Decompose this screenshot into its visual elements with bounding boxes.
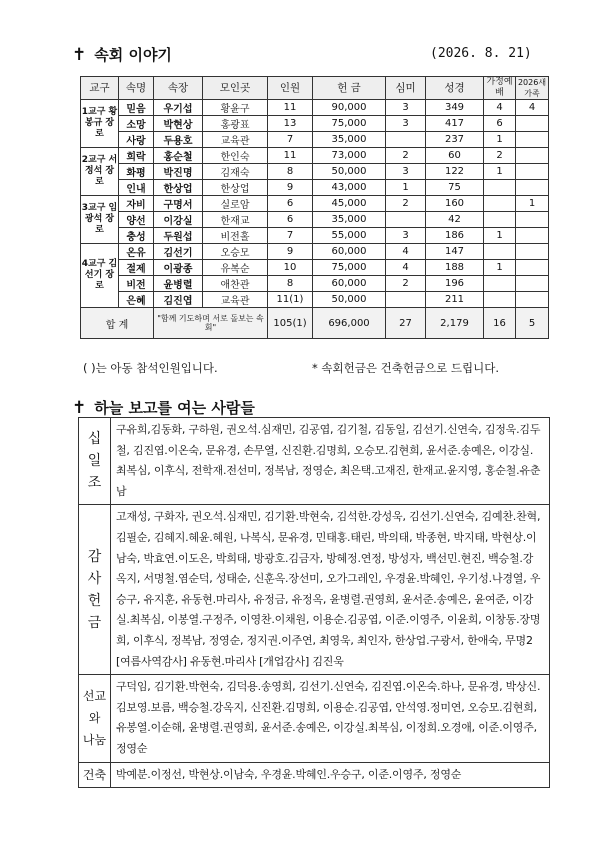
table-cell: 김진엽 <box>154 292 203 308</box>
givers-row <box>79 505 550 675</box>
report-date: (2026. 8. 21) <box>430 46 532 61</box>
table-cell: 온유 <box>119 244 154 260</box>
table-cell: 7 <box>268 228 313 244</box>
district-cell: 3교구 임광석 장로 <box>81 196 119 244</box>
category-thanks: 감 사 헌 금 <box>79 505 111 675</box>
header-district: 교구 <box>81 77 119 100</box>
table-cell: 237 <box>426 132 484 148</box>
table-cell: 75,000 <box>313 116 386 132</box>
table-row <box>81 292 549 308</box>
cross-icon: ✝ <box>72 45 87 65</box>
table-row <box>81 228 549 244</box>
total-worship: 16 <box>484 308 516 339</box>
table-cell: 417 <box>426 116 484 132</box>
table-row <box>81 212 549 228</box>
table-cell: 6 <box>268 212 313 228</box>
total-newcomers: 5 <box>516 308 549 339</box>
names-thanks: 고재성, 구화자, 권오석.심재민, 김기환.박현숙, 김석한.강성욱, 김선기.신연숙, 김예찬.찬혁, 김필순, 김혜지.혜윤.혜원, 나복식, 문유경, 민태홍.태린, 박의태, 박종현, 박지태, 박현상.이남숙, 박효연.이도은, 박희태, 방광호.김금자, 방혜정.연정, 방성자, 백선민.현진, 백승철.강옥지, 서명철.염순덕, 성태순, 신훈옥.장선미, 오가그레인, 우경윤.박혜인, 우기성.나경열, 우승구, 유지훈, 유동현.마리사, 유정금, 유정옥, 윤병렬.권영희, 윤서준.송예은, 윤여준, 이강실.최복심, 이봉열.구정주, 이영찬.이채원, 이용순.김공엽, 이준.이영주, 이윤희, 이창동.장명희, 이후식, 정복남, 정영순, 정지권.이주연, 최영욱, 최인자, 한상업.구광서, 한애숙, 무명2 [여름사역감사] 유동현.마리사 [개업감사] 김진욱 <box>111 505 550 675</box>
table-row <box>81 276 549 292</box>
givers-row <box>79 418 550 505</box>
note-children: ( )는 아동 참석인원입니다. <box>83 361 218 375</box>
table-cell: 애찬관 <box>203 276 268 292</box>
table-cell: 7 <box>268 132 313 148</box>
table-cell: 160 <box>426 196 484 212</box>
table-cell: 90,000 <box>313 100 386 116</box>
header-family-worship: 가정예배 <box>484 77 516 100</box>
district-cell: 1교구 황봉규 장로 <box>81 100 119 148</box>
names-mission: 구덕임, 김기환.박현숙, 김덕용.송영희, 김선기.신연숙, 김진엽.이온숙.하나, 문유경, 박상신.김보영.보름, 백승철.강옥지, 신진환.김명희, 이용순.김공엽, 안석영.정미연, 오승모.김현희, 유봉열.이순해, 윤병렬.권영희, 윤서준.송예은, 이강실.최복심, 이정희.오경애, 이준.이영주, 정영순 <box>111 675 550 762</box>
table-cell: 11 <box>268 148 313 164</box>
table-cell: 한상업 <box>203 180 268 196</box>
total-label: 합 계 <box>81 308 154 339</box>
meetings-table <box>80 76 549 339</box>
table-cell <box>484 212 516 228</box>
table-cell <box>516 148 549 164</box>
total-visits: 27 <box>386 308 426 339</box>
table-cell <box>516 292 549 308</box>
section-title-text: 하늘 보고를 여는 사람들 <box>94 399 255 417</box>
names-tithe: 구유희,김동화, 구하원, 권오석.심재민, 김공엽, 김기철, 김동일, 김선기.신연숙, 김정욱.김두철, 김진엽.이온숙, 문유경, 손무열, 신진환.김명희, 오승모.김현희, 윤서준.송예은, 이강실.최복심, 이후식, 전학재.전선미, 정복남, 정영순, 최은택.고재진, 한재교.윤지영, 홍순철.유춘남 <box>111 418 550 505</box>
givers-row <box>79 675 550 762</box>
table-cell: 윤병렬 <box>154 276 203 292</box>
table-cell: 사랑 <box>119 132 154 148</box>
section-title-text: 속회 이야기 <box>94 46 172 64</box>
category-mission: 선교 와 나눔 <box>79 675 111 762</box>
table-cell: 박현상 <box>154 116 203 132</box>
header-place: 모인곳 <box>203 77 268 100</box>
cross-icon: ✝ <box>72 398 87 418</box>
table-cell: 1 <box>386 180 426 196</box>
table-cell: 비전 <box>119 276 154 292</box>
table-cell: 인내 <box>119 180 154 196</box>
header-visits: 심미 <box>386 77 426 100</box>
section-title-meetings <box>72 44 172 65</box>
district-cell: 4교구 김선기 장로 <box>81 244 119 308</box>
table-cell: 실로암 <box>203 196 268 212</box>
table-cell <box>516 164 549 180</box>
table-cell: 한재교 <box>203 212 268 228</box>
table-cell <box>484 244 516 260</box>
table-row <box>81 116 549 132</box>
header-class-name: 속명 <box>119 77 154 100</box>
table-cell: 2 <box>386 276 426 292</box>
header-leader: 속장 <box>154 77 203 100</box>
table-cell: 비전홀 <box>203 228 268 244</box>
table-cell: 1 <box>484 132 516 148</box>
table-header-row <box>81 77 549 100</box>
table-cell <box>386 292 426 308</box>
table-cell: 1 <box>484 228 516 244</box>
table-row <box>81 260 549 276</box>
table-cell: 75 <box>426 180 484 196</box>
table-row <box>81 132 549 148</box>
table-cell: 60,000 <box>313 244 386 260</box>
table-cell: 11 <box>268 100 313 116</box>
givers-row <box>79 762 550 788</box>
names-building: 박예분.이정선, 박현상.이남숙, 우경윤.박혜인.우승구, 이준.이영주, 정영순 <box>111 762 550 788</box>
table-row <box>81 180 549 196</box>
table-cell: 6 <box>484 116 516 132</box>
table-cell: 이광종 <box>154 260 203 276</box>
table-cell: 두원섭 <box>154 228 203 244</box>
table-cell: 147 <box>426 244 484 260</box>
header-offering: 헌 금 <box>313 77 386 100</box>
table-cell: 1 <box>516 196 549 212</box>
header-people: 인원 <box>268 77 313 100</box>
table-cell: 73,000 <box>313 148 386 164</box>
table-cell: 절제 <box>119 260 154 276</box>
table-row <box>81 100 549 116</box>
table-cell: 8 <box>268 164 313 180</box>
table-row <box>81 148 549 164</box>
table-cell: 박진명 <box>154 164 203 180</box>
table-cell: 4 <box>484 100 516 116</box>
category-building: 건축 <box>79 762 111 788</box>
table-cell <box>386 132 426 148</box>
table-cell: 구명서 <box>154 196 203 212</box>
table-cell: 60,000 <box>313 276 386 292</box>
table-cell <box>516 212 549 228</box>
table-cell: 10 <box>268 260 313 276</box>
table-cell <box>484 196 516 212</box>
givers-table <box>78 417 550 788</box>
section-title-givers <box>72 397 255 418</box>
table-cell: 김재숙 <box>203 164 268 180</box>
table-cell <box>516 244 549 260</box>
table-cell: 188 <box>426 260 484 276</box>
table-cell: 6 <box>268 196 313 212</box>
table-cell: 122 <box>426 164 484 180</box>
table-cell <box>516 180 549 196</box>
table-row <box>81 164 549 180</box>
table-cell: 소망 <box>119 116 154 132</box>
table-cell: 양선 <box>119 212 154 228</box>
table-cell: 4 <box>386 244 426 260</box>
category-tithe: 십 일 조 <box>79 418 111 505</box>
table-cell: 60 <box>426 148 484 164</box>
table-cell: 1 <box>484 164 516 180</box>
table-cell: 두용호 <box>154 132 203 148</box>
table-cell: 이강실 <box>154 212 203 228</box>
table-cell: 화평 <box>119 164 154 180</box>
table-cell: 충성 <box>119 228 154 244</box>
table-cell: 13 <box>268 116 313 132</box>
table-cell: 1 <box>484 260 516 276</box>
table-cell: 50,000 <box>313 164 386 180</box>
table-cell: 4 <box>516 100 549 116</box>
table-cell <box>516 260 549 276</box>
table-cell: 2 <box>386 196 426 212</box>
table-cell: 349 <box>426 100 484 116</box>
table-cell <box>484 276 516 292</box>
table-cell: 9 <box>268 180 313 196</box>
table-cell: 42 <box>426 212 484 228</box>
table-cell: 3 <box>386 164 426 180</box>
table-cell <box>516 228 549 244</box>
table-row <box>81 244 549 260</box>
table-cell: 한상업 <box>154 180 203 196</box>
table-cell: 믿음 <box>119 100 154 116</box>
table-cell: 35,000 <box>313 212 386 228</box>
table-cell <box>484 292 516 308</box>
table-cell <box>484 180 516 196</box>
table-cell: 75,000 <box>313 260 386 276</box>
table-cell: 43,000 <box>313 180 386 196</box>
table-cell: 3 <box>386 116 426 132</box>
table-cell: 3 <box>386 100 426 116</box>
table-cell: 우기섭 <box>154 100 203 116</box>
total-offering: 696,000 <box>313 308 386 339</box>
header-bible: 성경 <box>426 77 484 100</box>
table-cell: 55,000 <box>313 228 386 244</box>
table-cell: 교육관 <box>203 292 268 308</box>
table-cell: 211 <box>426 292 484 308</box>
table-cell: 11(1) <box>268 292 313 308</box>
total-people: 105(1) <box>268 308 313 339</box>
table-cell: 3 <box>386 228 426 244</box>
table-cell <box>516 276 549 292</box>
table-cell: 자비 <box>119 196 154 212</box>
table-cell: 희락 <box>119 148 154 164</box>
table-cell: 황윤구 <box>203 100 268 116</box>
header-newcomers: 2026새가족 <box>516 77 549 100</box>
table-cell: 은혜 <box>119 292 154 308</box>
table-cell: 2 <box>386 148 426 164</box>
table-cell: 홍순철 <box>154 148 203 164</box>
table-cell <box>516 132 549 148</box>
table-row <box>81 196 549 212</box>
table-cell <box>516 116 549 132</box>
table-cell: 186 <box>426 228 484 244</box>
table-cell: 2 <box>484 148 516 164</box>
table-cell: 4 <box>386 260 426 276</box>
table-cell: 홍광표 <box>203 116 268 132</box>
table-cell: 8 <box>268 276 313 292</box>
total-motto: "함께 기도하며 서로 돌보는 속회" <box>154 308 268 339</box>
table-cell: 50,000 <box>313 292 386 308</box>
district-cell: 2교구 서정석 장로 <box>81 148 119 196</box>
note-offering: * 속회헌금은 건축헌금으로 드립니다. <box>312 361 500 375</box>
table-cell: 한인숙 <box>203 148 268 164</box>
table-cell: 유복순 <box>203 260 268 276</box>
table-cell: 45,000 <box>313 196 386 212</box>
table-cell: 9 <box>268 244 313 260</box>
table-cell: 교육관 <box>203 132 268 148</box>
table-cell: 오승모 <box>203 244 268 260</box>
table-cell: 196 <box>426 276 484 292</box>
total-bible: 2,179 <box>426 308 484 339</box>
table-cell: 35,000 <box>313 132 386 148</box>
table-cell <box>386 212 426 228</box>
table-cell: 김선기 <box>154 244 203 260</box>
total-row <box>81 308 549 339</box>
